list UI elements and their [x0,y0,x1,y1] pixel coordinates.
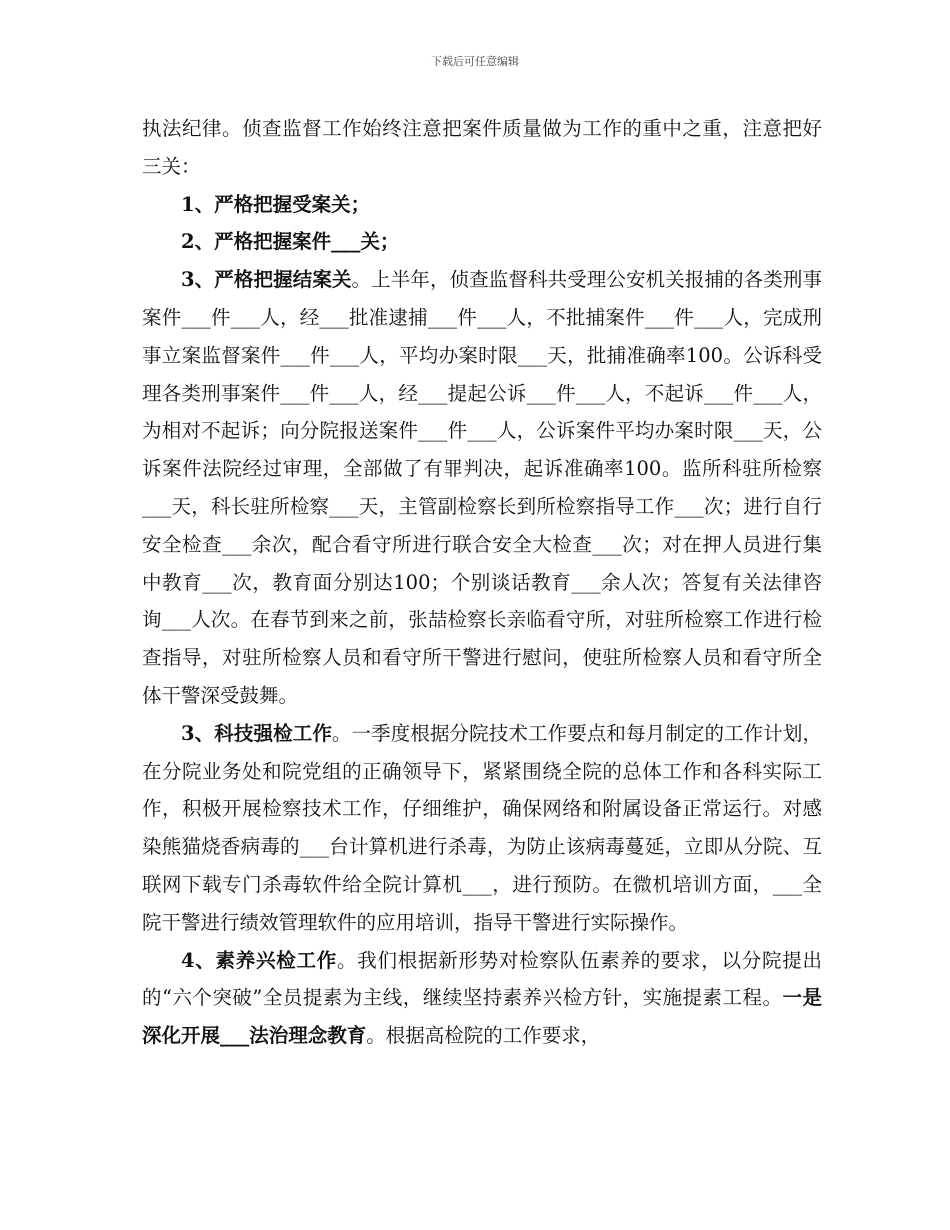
paragraph-case-closing [142,261,822,715]
technology-body: 。一季度根据分院技术工作要点和每月制定的工作计划，在分院业务处和院党组的正确领导下，紧紧围绕全院的总体工作和各科实际工作，积极开展检察技术工作，仔细维护，确保网络和附属设备正常运行。对感染熊猫烧香病毒的___台计算机进行杀毒，为防止该病毒蔓延，立即从分院、互联网下载专门杀毒软件给全院计算机___，进行预防。在微机培训方面，___全院干警进行绩效管理软件的应用培训，指导干警进行实际操作。 [142,721,822,934]
quality-body-end: 。根据高检院的工作要求， [366,1024,601,1048]
section-heading-technology: 3、科技强检工作 [181,721,332,745]
paragraph-technology [142,715,822,942]
list-item-1 [142,186,822,224]
document-body [142,110,822,1055]
item-2-text: 2、严格把握案件___关； [181,230,400,254]
case-closing-body: 。上半年，侦查监督科共受理公安机关报捕的各类刑事案件___件___人，经___批准逮捕___件___人，不批捕案件___件___人，完成刑事立案监督案件___件___人，平均办案时限___天，批捕准确率100。公诉科受理各类刑事案件___件___人，经___提起公诉___件___人，不起诉___件___人，为相对不起诉；向分院报送案件___件___人，公诉案件平均办案时限___天，公诉案件法院经过审理，全部做了有罪判决，起诉准确率100。监所科驻所检察___天，科长驻所检察___天，主管副检察长到所检察指导工作___次；进行自行安全检查___余次，配合看守所进行联合安全大检查___次；对在押人员进行集中教育___次，教育面分别达100；个别谈话教育___余人次；答复有关法律咨询___人次。在春节到来之前，张喆检察长亲临看守所，对驻所检察工作进行检查指导，对驻所检察人员和看守所干警进行慰问，使驻所检察人员和看守所全体干警深受鼓舞。 [142,268,822,707]
section-heading-quality: 4、素养兴检工作 [181,948,337,972]
quality-subheading: 一是深化开展___法治理念教育 [142,986,822,1048]
page-header: 下载后可任意编辑 [431,55,519,68]
quality-body: 。我们根据新形势对检察队伍素养的要求，以分院提出的“六个突破”全员提素为主线，继续坚持素养兴检方针，实施提素工程。 [142,948,822,1010]
paragraph-intro [142,110,822,186]
paragraph-quality [142,942,822,1055]
section-heading-case-closing: 3、严格把握结案关 [181,268,352,292]
list-item-2 [142,223,822,261]
intro-text: 执法纪律。侦查监督工作始终注意把案件质量做为工作的重中之重，注意把好三关： [142,117,822,178]
item-1-text: 1、严格把握受案关； [181,192,371,216]
